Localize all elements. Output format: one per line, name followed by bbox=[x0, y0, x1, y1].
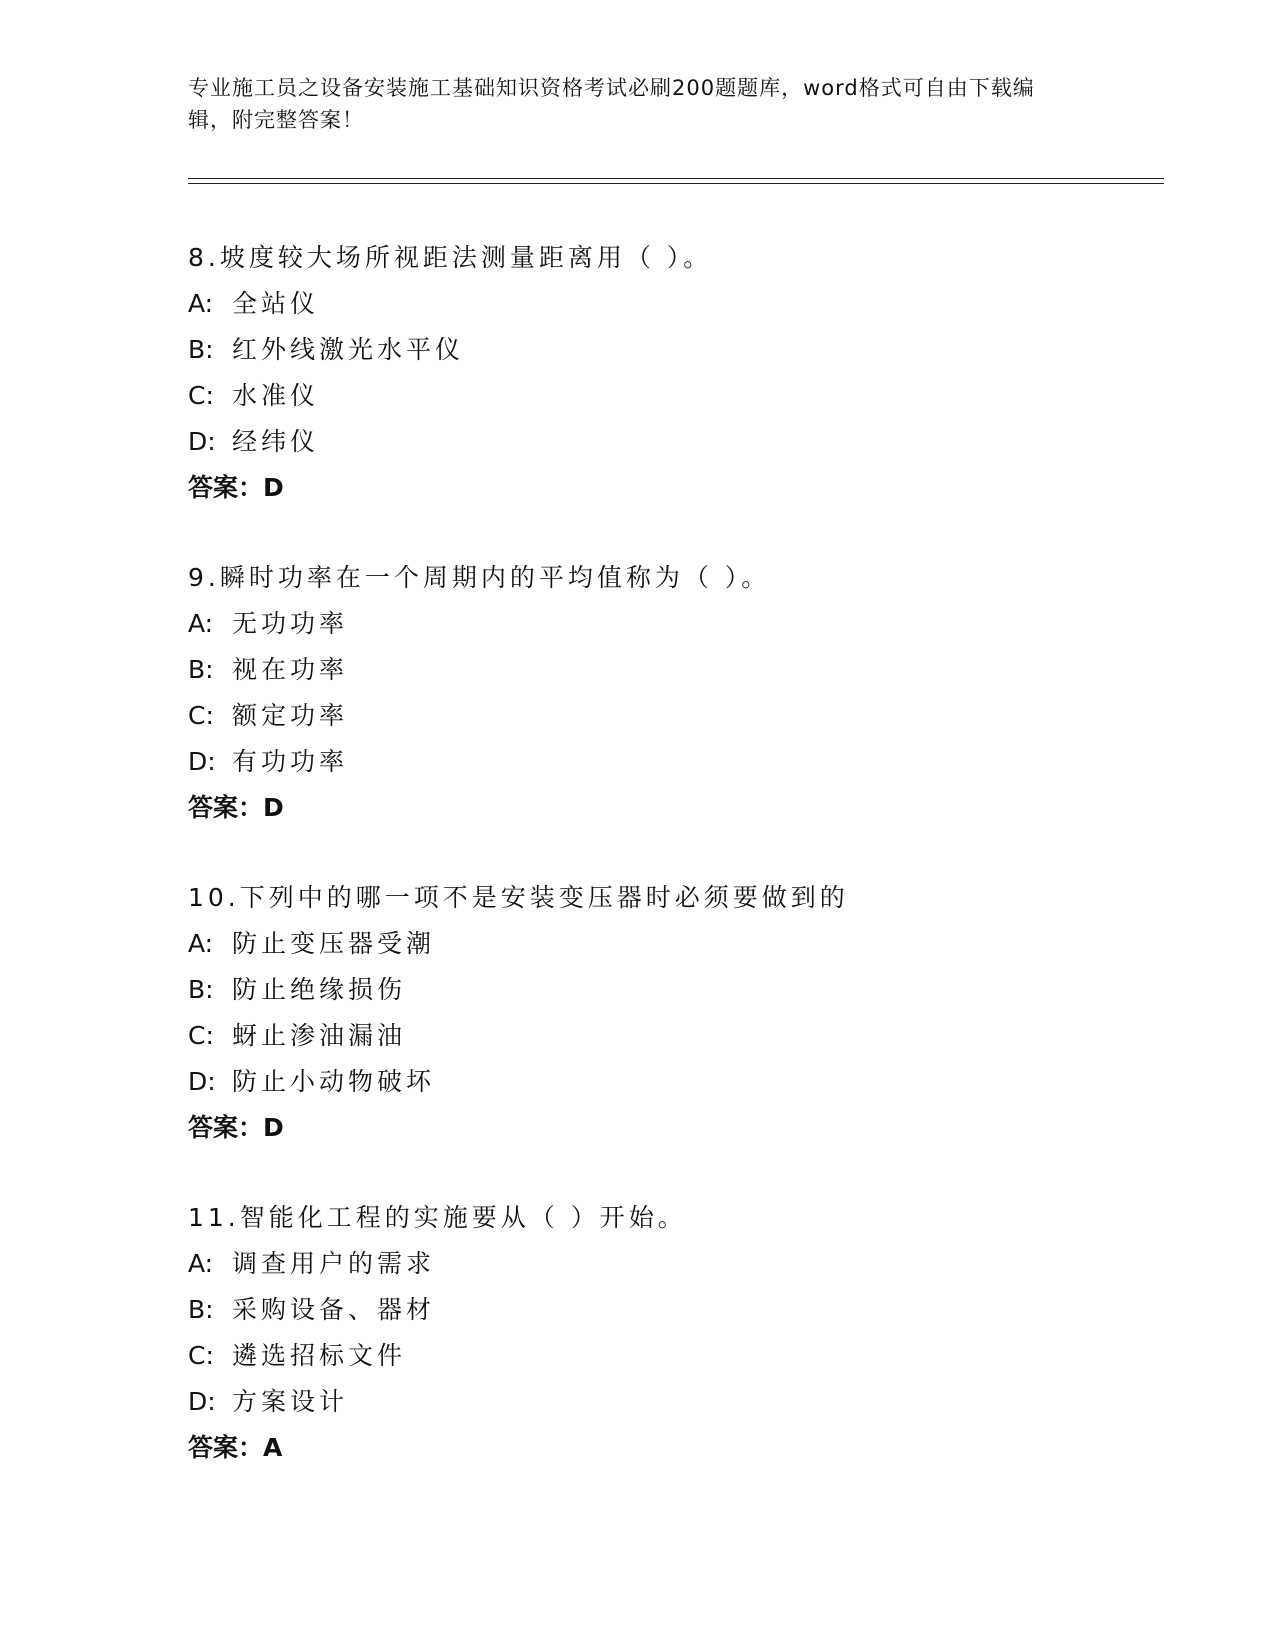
header-divider-bottom bbox=[188, 183, 1164, 184]
option-label: C: bbox=[188, 701, 214, 730]
option-c bbox=[188, 1013, 1148, 1059]
option-b bbox=[188, 647, 1148, 693]
option-label: A: bbox=[188, 609, 214, 638]
document-header-title: 专业施工员之设备安装施工基础知识资格考试必刷200题题库，word格式可自由下载编辑，附完整答案！ bbox=[188, 76, 1035, 132]
option-text: 视在功率 bbox=[232, 655, 349, 684]
option-label: C: bbox=[188, 1021, 214, 1050]
answer-line: 答案：D bbox=[188, 793, 284, 822]
option-text: 防止变压器受潮 bbox=[232, 929, 436, 958]
option-label: A: bbox=[188, 1249, 214, 1278]
option-d bbox=[188, 1059, 1148, 1105]
option-a bbox=[188, 601, 1148, 647]
question-stem: 8.坡度较大场所视距法测量距离用（ ）。 bbox=[188, 243, 713, 272]
question-11 bbox=[188, 1195, 1148, 1471]
question-8 bbox=[188, 235, 1148, 511]
option-b bbox=[188, 1287, 1148, 1333]
option-label: C: bbox=[188, 381, 214, 410]
option-text: 经纬仪 bbox=[232, 427, 320, 456]
option-text: 额定功率 bbox=[232, 701, 349, 730]
option-a bbox=[188, 921, 1148, 967]
option-label: B: bbox=[188, 335, 214, 364]
answer-line: 答案：D bbox=[188, 1113, 284, 1142]
option-label: B: bbox=[188, 975, 214, 1004]
option-text: 方案设计 bbox=[232, 1387, 349, 1416]
option-d bbox=[188, 739, 1148, 785]
question-stem: 9.瞬时功率在一个周期内的平均值称为（ ）。 bbox=[188, 563, 771, 592]
option-d bbox=[188, 419, 1148, 465]
option-label: B: bbox=[188, 1295, 214, 1324]
answer-line: 答案：D bbox=[188, 473, 284, 502]
option-text: 全站仪 bbox=[232, 289, 320, 318]
question-stem: 11.智能化工程的实施要从（ ）开始。 bbox=[188, 1203, 687, 1232]
question-9 bbox=[188, 555, 1148, 831]
option-label: D: bbox=[188, 1387, 216, 1416]
question-stem: 10.下列中的哪一项不是安装变压器时必须要做到的 bbox=[188, 883, 849, 912]
option-text: 红外线激光水平仪 bbox=[232, 335, 465, 364]
answer-line: 答案：A bbox=[188, 1433, 283, 1462]
question-10 bbox=[188, 875, 1148, 1151]
option-label: A: bbox=[188, 929, 214, 958]
option-label: D: bbox=[188, 747, 216, 776]
option-c bbox=[188, 1333, 1148, 1379]
header-divider-top bbox=[188, 178, 1164, 179]
option-label: B: bbox=[188, 655, 214, 684]
option-label: D: bbox=[188, 1067, 216, 1096]
option-b bbox=[188, 327, 1148, 373]
option-text: 防止绝缘损伤 bbox=[232, 975, 407, 1004]
option-text: 遴选招标文件 bbox=[232, 1341, 407, 1370]
option-text: 采购设备、器材 bbox=[232, 1295, 436, 1324]
option-label: D: bbox=[188, 427, 216, 456]
option-d bbox=[188, 1379, 1148, 1425]
option-c bbox=[188, 693, 1148, 739]
option-a bbox=[188, 281, 1148, 327]
option-text: 防止小动物破坏 bbox=[232, 1067, 436, 1096]
option-text: 无功功率 bbox=[232, 609, 349, 638]
option-text: 蚜止渗油漏油 bbox=[232, 1021, 407, 1050]
option-text: 有功功率 bbox=[232, 747, 349, 776]
option-text: 水准仪 bbox=[232, 381, 320, 410]
option-c bbox=[188, 373, 1148, 419]
option-label: C: bbox=[188, 1341, 214, 1370]
option-label: A: bbox=[188, 289, 214, 318]
option-b bbox=[188, 967, 1148, 1013]
option-a bbox=[188, 1241, 1148, 1287]
option-text: 调查用户的需求 bbox=[232, 1249, 436, 1278]
